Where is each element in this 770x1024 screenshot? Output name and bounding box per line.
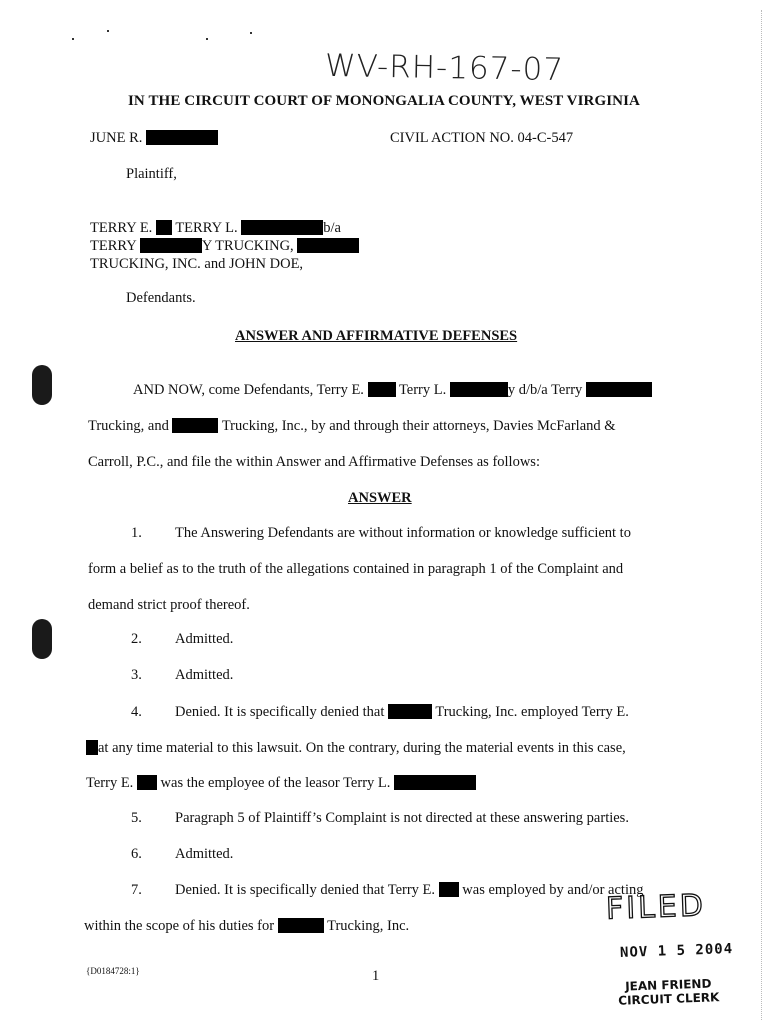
clerk-name: JEAN FRIEND: [624, 976, 712, 994]
paragraph-text: within the scope of his duties for: [84, 918, 275, 934]
handwritten-case-number: WV-RH-167-07: [324, 47, 565, 89]
paragraph-text: was the employee of the leasor Terry L.: [160, 775, 391, 791]
paragraph-number: 3.: [131, 667, 142, 683]
intro-text: AND NOW, come Defendants, Terry E.: [133, 382, 364, 398]
redaction-bar: [86, 740, 98, 755]
paragraph-text: Trucking, Inc. employed Terry E.: [435, 704, 629, 720]
document-heading: ANSWER AND AFFIRMATIVE DEFENSES: [235, 328, 518, 344]
redaction-bar: [137, 775, 157, 790]
defendant-text: TERRY L.: [175, 220, 238, 236]
paragraph-5-text: Paragraph 5 of Plaintiff’s Complaint is not directed at these answering parties.: [175, 810, 629, 826]
redaction-bar: [140, 238, 202, 253]
defendant-text: b/a: [323, 220, 341, 236]
redaction-bar: [241, 220, 323, 235]
paragraph-1-line-2: form a belief as to the truth of the allegations contained in paragraph 1 of the Complaint and: [88, 561, 624, 577]
paragraph-4-line-1: [175, 704, 629, 721]
redaction-bar: [439, 882, 459, 897]
defendants-label: Defendants.: [126, 290, 196, 306]
scan-edge-dotted-line: [761, 10, 762, 1020]
filed-stamp-date: NOV 1 5 2004: [619, 941, 734, 961]
paragraph-number: 2.: [131, 631, 142, 647]
court-title: IN THE CIRCUIT COURT OF MONONGALIA COUNTY, WEST VIRGINIA: [128, 93, 640, 109]
clerk-title: CIRCUIT CLERK: [618, 990, 720, 1008]
defendant-text: TERRY E.: [90, 220, 153, 236]
intro-text: y d/b/a Terry: [507, 382, 583, 398]
civil-action-number: CIVIL ACTION NO. 04-C-547: [390, 130, 574, 146]
paragraph-text: Terry E.: [86, 775, 134, 791]
paragraph-7-line-1: [175, 882, 643, 899]
answer-heading: ANSWER: [348, 490, 412, 506]
paragraph-4-line-2: [86, 740, 626, 757]
paragraph-7-line-2: [84, 918, 409, 935]
scan-speck: [250, 32, 252, 34]
paragraph-3-text: Admitted.: [175, 667, 234, 683]
defendants-line-3: TRUCKING, INC. and JOHN DOE,: [90, 256, 304, 272]
paragraph-text: was employed by and/or acting: [462, 882, 644, 898]
paragraph-4-line-3: [86, 775, 476, 792]
defendants-line-2: [90, 238, 359, 255]
scan-speck: [206, 38, 208, 40]
scan-speck: [107, 30, 109, 32]
plaintiff-label: Plaintiff,: [126, 166, 177, 182]
intro-text: Terry L.: [398, 382, 447, 398]
paragraph-text: Trucking, Inc.: [327, 918, 410, 934]
redaction-bar: [586, 382, 652, 397]
redaction-bar: [172, 418, 218, 433]
redaction-bar: [278, 918, 324, 933]
paragraph-6-text: Admitted.: [175, 846, 234, 862]
redaction-bar: [394, 775, 476, 790]
redaction-bar: [146, 130, 218, 145]
page-number: 1: [372, 968, 380, 984]
paragraph-number: 4.: [131, 704, 142, 720]
filed-stamp-clerk: [618, 976, 720, 1008]
defendants-line-1: [90, 220, 341, 237]
paragraph-1-line-1: The Answering Defendants are without information or knowledge sufficient to: [175, 525, 631, 541]
paragraph-text: at any time material to this lawsuit. On the contrary, during the material events in this case,: [98, 740, 626, 756]
plaintiff-name-line: [90, 130, 218, 147]
paragraph-text: Denied. It is specifically denied that: [175, 704, 385, 720]
defendant-text: Y TRUCKING,: [201, 238, 294, 254]
redaction-bar: [156, 220, 172, 235]
binder-hole: [32, 619, 52, 659]
redaction-bar: [388, 704, 432, 719]
intro-line-1: [133, 382, 652, 399]
document-id: {D0184728:1}: [86, 966, 140, 976]
redaction-bar: [297, 238, 359, 253]
paragraph-1-line-3: demand strict proof thereof.: [88, 597, 250, 613]
plaintiff-name: JUNE R.: [90, 130, 143, 146]
paragraph-text: Denied. It is specifically denied that Terry E.: [175, 882, 436, 898]
paragraph-number: 1.: [131, 525, 142, 541]
redaction-bar: [450, 382, 508, 397]
redaction-bar: [368, 382, 396, 397]
paragraph-number: 5.: [131, 810, 142, 826]
paragraph-2-text: Admitted.: [175, 631, 234, 647]
binder-hole: [32, 365, 52, 405]
intro-text: Trucking, and: [88, 418, 169, 434]
paragraph-number: 6.: [131, 846, 142, 862]
filed-stamp: FILED: [605, 888, 707, 927]
defendant-text: TERRY: [90, 238, 137, 254]
scan-speck: [72, 38, 74, 40]
paragraph-number: 7.: [131, 882, 142, 898]
intro-line-3: Carroll, P.C., and file the within Answer and Affirmative Defenses as follows:: [88, 454, 540, 470]
intro-line-2: [88, 418, 616, 435]
intro-text: Trucking, Inc., by and through their attorneys, Davies McFarland &: [221, 418, 616, 434]
